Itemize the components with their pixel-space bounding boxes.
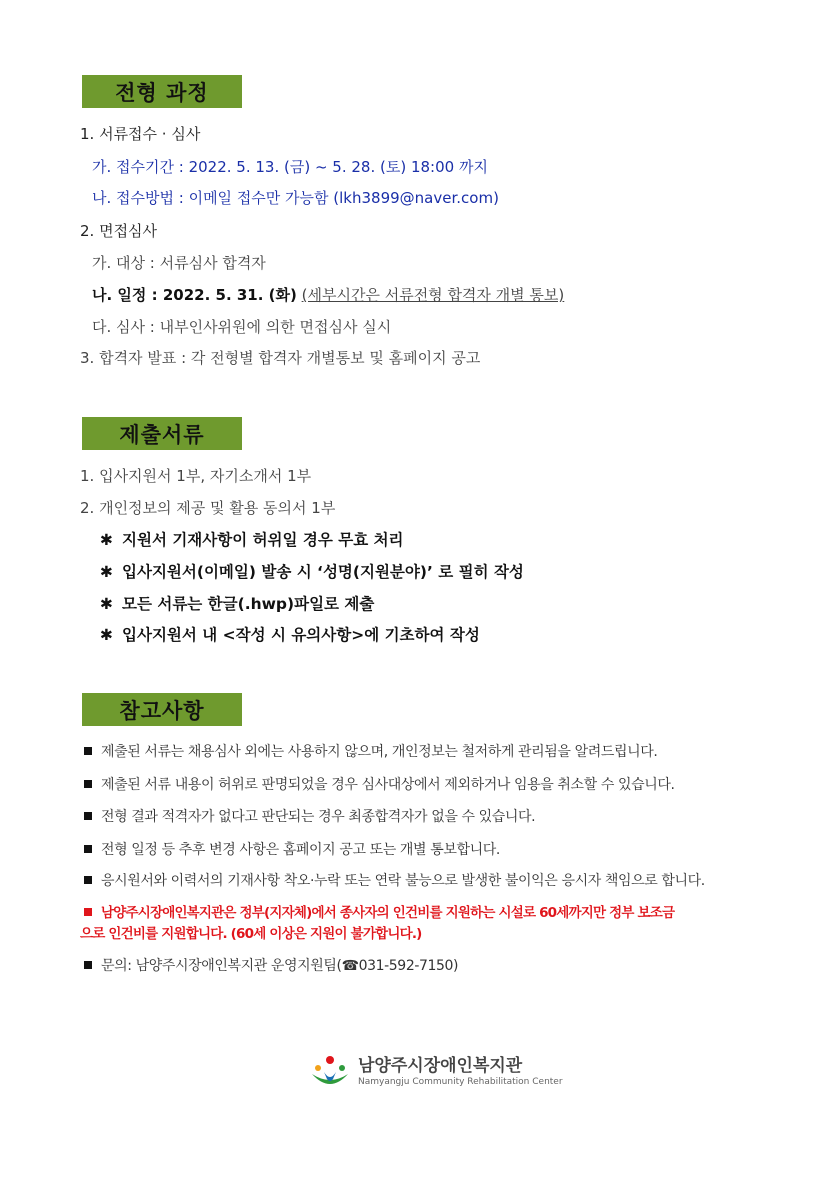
section-title-process: 전형 과정 (82, 75, 242, 108)
process-item-2b (92, 285, 564, 305)
notes-item-2 (84, 775, 675, 795)
notes-item-4 (84, 840, 500, 860)
documents-note-2 (100, 562, 524, 582)
square-bullet-icon (84, 845, 92, 853)
documents-note-1 (100, 530, 404, 550)
process-item-1a: 가. 접수기간 : 2022. 5. 13. (금) ~ 5. 28. (토) 18:00 까지 (92, 158, 488, 176)
org-name-en: Namyangju Community Rehabilitation Center (358, 1077, 563, 1087)
notes-item-6-cont: 으로 인건비를 지원합니다. (60세 이상은 지원이 불가합니다.) (80, 926, 422, 942)
logo-icon (308, 1052, 352, 1092)
documents-note-3 (100, 594, 374, 614)
process-item-1b: 나. 접수방법 : 이메일 접수만 가능함 (lkh3899@naver.com) (92, 189, 499, 207)
notes-item-3 (84, 807, 535, 827)
section-title-notes: 참고사항 (82, 693, 242, 726)
asterisk-icon: ✱ (100, 563, 113, 581)
process-item-1: 1. 서류접수 · 심사 (80, 125, 201, 143)
documents-note-4 (100, 625, 480, 645)
interview-date: 나. 일정 : 2022. 5. 31. (화) (92, 286, 297, 304)
square-bullet-icon (84, 780, 92, 788)
notes-item-6 (84, 903, 674, 923)
notes-item-6-line-1: 남양주시장애인복지관은 정부(지자체)에서 종사자의 인건비를 지원하는 시설로 60세까지만 정부 보조금 (101, 905, 675, 921)
documents-item-2: 2. 개인정보의 제공 및 활용 동의서 1부 (80, 499, 336, 517)
notes-item-5 (84, 871, 705, 891)
notes-item-7 (84, 956, 458, 976)
asterisk-icon: ✱ (100, 595, 113, 613)
notes-item-1-text: 제출된 서류는 채용심사 외에는 사용하지 않으며, 개인정보는 철저하게 관리됨을 알려드립니다. (101, 744, 658, 760)
notes-item-4-text: 전형 일정 등 추후 변경 사항은 홈페이지 공고 또는 개별 통보합니다. (101, 842, 500, 858)
documents-item-1: 1. 입사지원서 1부, 자기소개서 1부 (80, 467, 312, 485)
documents-note-4-text: 입사지원서 내 <작성 시 유의사항>에 기초하여 작성 (122, 626, 480, 644)
process-item-2: 2. 면접심사 (80, 222, 158, 240)
square-bullet-icon (84, 908, 92, 916)
interview-date-note: (세부시간은 서류전형 합격자 개별 통보) (301, 286, 565, 304)
documents-note-3-text: 모든 서류는 한글(.hwp)파일로 제출 (122, 595, 375, 613)
process-item-2c: 다. 심사 : 내부인사위원에 의한 면접심사 실시 (92, 318, 392, 336)
organization-logo (308, 1050, 563, 1094)
square-bullet-icon (84, 747, 92, 755)
square-bullet-icon (84, 812, 92, 820)
asterisk-icon: ✱ (100, 531, 113, 549)
contact-info: 문의: 남양주시장애인복지관 운영지원팀(☎031-592-7150) (101, 958, 459, 974)
notes-item-5-text: 응시원서와 이력서의 기재사항 착오·누락 또는 연락 불능으로 발생한 불이익은 응시자 책임으로 합니다. (101, 873, 705, 889)
org-name: 남양주시장애인복지관 (358, 1056, 523, 1076)
section-title-documents: 제출서류 (82, 417, 242, 450)
documents-note-1-text: 지원서 기재사항이 허위일 경우 무효 처리 (122, 531, 404, 549)
process-item-2a: 가. 대상 : 서류심사 합격자 (92, 254, 266, 272)
process-item-3: 3. 합격자 발표 : 각 전형별 합격자 개별통보 및 홈페이지 공고 (80, 349, 481, 367)
notes-item-1 (84, 742, 657, 762)
notes-item-3-text: 전형 결과 적격자가 없다고 판단되는 경우 최종합격자가 없을 수 있습니다. (101, 809, 536, 825)
notes-item-2-text: 제출된 서류 내용이 허위로 판명되었을 경우 심사대상에서 제외하거나 임용을 취소할 수 있습니다. (101, 777, 675, 793)
square-bullet-icon (84, 876, 92, 884)
square-bullet-icon (84, 961, 92, 969)
documents-note-2-text: 입사지원서(이메일) 발송 시 ‘성명(지원분야)’ 로 필히 작성 (122, 563, 524, 581)
asterisk-icon: ✱ (100, 626, 113, 644)
